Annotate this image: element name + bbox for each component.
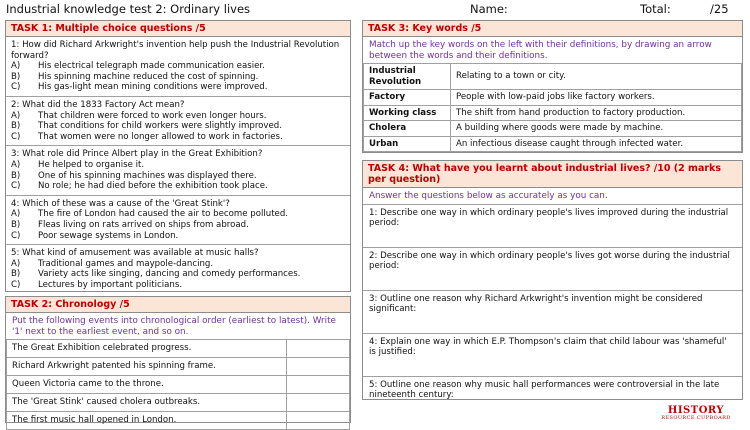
task2-panel [5,296,351,426]
written-question-text: 2: Describe one way in which ordinary people's lives got worse during the industrial period: [369,250,730,272]
mc-option-letter: B) [11,219,21,230]
task3-instruction: Match up the key words on the left with their definitions, by drawing an arrow between the words and their definitions. [369,40,712,61]
mc-option[interactable] [11,111,346,122]
mc-option-text: He helped to organise it. [38,159,145,170]
keyword-row [364,105,742,121]
logo-line1: HISTORY [667,405,725,416]
total-label: Total: [640,2,671,16]
mc-option-text: Fleas living on rats arrived on ships from abroad. [38,219,249,230]
mc-question [6,196,350,245]
mc-option-letter: A) [11,258,21,269]
written-question-text: 4: Explain one way in which E.P. Thompson's claim that child labour was 'shameful' is justified: [369,336,727,358]
keyword-term: Cholera [364,121,451,137]
mc-option-letter: C) [11,279,21,290]
mc-option-letter: A) [11,209,21,220]
task1-panel [5,20,351,292]
mc-option-letter: C) [11,131,21,142]
task4-title: TASK 4: What have you learnt about industrial lives? /10 (2 marks per question) [363,161,742,188]
written-question-text: 1: Describe one way in which ordinary people's lives improved during the industrial period: [369,207,729,229]
chronology-row [7,394,350,412]
keyword-row [364,121,742,137]
worksheet-header [0,0,750,18]
chronology-row [7,340,350,358]
mc-option[interactable] [11,121,346,132]
written-question-text: 5: Outline one reason why music hall performances were controversial in the late nineteenth century: [369,379,720,401]
mc-question [6,97,350,146]
chronology-row [7,376,350,394]
mc-option-text: Poor sewage systems in London. [38,230,179,241]
mc-option-letter: B) [11,269,21,280]
chronology-row [7,412,350,430]
mc-question [6,245,350,293]
mc-option[interactable] [11,61,346,72]
mc-option[interactable] [11,171,346,182]
mc-option-letter: A) [11,159,21,170]
mc-option-letter: A) [11,110,21,121]
keyword-row [364,136,742,152]
written-question[interactable] [363,290,742,333]
history-resource-cupboard-logo [655,405,737,421]
task4-panel [362,160,743,400]
chronology-answer-cell[interactable] [287,340,350,358]
mc-option-text: Variety acts like singing, dancing and comedy performances. [38,269,301,280]
task1-title: TASK 1: Multiple choice questions /5 [6,21,350,37]
mc-question-text: 4: Which of these was a cause of the 'Great Stink'? [11,198,230,209]
mc-option-letter: B) [11,170,21,181]
mc-option[interactable] [11,181,346,192]
mc-option[interactable] [11,280,346,291]
mc-option-text: That women were no longer allowed to work in factories. [38,131,283,142]
written-question[interactable] [363,247,742,290]
written-question[interactable] [363,333,742,376]
chronology-answer-cell[interactable] [287,412,350,430]
mc-option[interactable] [11,160,346,171]
mc-option[interactable] [11,82,346,93]
mc-question-text: 3: What role did Prince Albert play in the Great Exhibition? [11,149,263,160]
mc-option[interactable] [11,209,346,220]
mc-option[interactable] [11,220,346,231]
mc-option[interactable] [11,269,346,280]
mc-option-letter: B) [11,121,21,132]
chronology-table [6,339,350,430]
mc-option[interactable] [11,259,346,270]
mc-option-text: His electrical telegraph made communication easier. [38,61,265,72]
chronology-event: The 'Great Stink' caused cholera outbreaks. [7,394,287,412]
task4-questions [363,204,742,419]
mc-option-text: Traditional games and maypole-dancing. [38,258,214,269]
mc-question [6,37,350,97]
keyword-row [364,90,742,106]
mc-option-text: Lectures by important politicians. [38,279,183,290]
mc-question-text: 1: How did Richard Arkwright's invention help push the Industrial Revolution forward? [11,40,340,61]
mc-option-text: That children were forced to work even longer hours. [38,110,267,121]
mc-option[interactable] [11,231,346,242]
keyword-definition: An infectious disease caught through infected water. [451,136,742,152]
task1-questions [6,37,350,293]
keywords-table [363,63,742,152]
mc-option-text: His spinning machine reduced the cost of spinning. [38,71,259,82]
mc-option-letter: C) [11,230,21,241]
mc-question-text: 2: What did the 1833 Factory Act mean? [11,99,185,110]
chronology-answer-cell[interactable] [287,376,350,394]
chronology-event: Queen Victoria came to the throne. [7,376,287,394]
task4-instruction: Answer the questions below as accurately as you can. [369,191,608,201]
mc-option-text: That conditions for child workers were slightly improved. [38,121,282,132]
logo-line2: RESOURCE CUPBOARD [661,415,731,421]
chronology-answer-cell[interactable] [287,394,350,412]
mc-option[interactable] [11,132,346,143]
keyword-term: Urban [364,136,451,152]
task3-panel [362,20,743,153]
worksheet-title: Industrial knowledge test 2: Ordinary lives [6,2,251,16]
chronology-event: Richard Arkwright patented his spinning frame. [7,358,287,376]
chronology-answer-cell[interactable] [287,358,350,376]
written-question-text: 3: Outline one reason why Richard Arkwright's invention might be considered significant: [369,293,703,315]
chronology-event: The first music hall opened in London. [7,412,287,430]
mc-option-letter: A) [11,61,21,72]
keyword-row [364,64,742,90]
mc-question-text: 5: What kind of amusement was available at music halls? [11,248,259,259]
keyword-term: Industrial Revolution [364,64,451,90]
task2-instruction: Put the following events into chronological order (earliest to latest). Write '1' next to the earliest event, and so on. [12,316,336,337]
mc-option-text: No role; he had died before the exhibition took place. [38,181,268,192]
name-label: Name: [470,2,508,16]
mc-option-text: The fire of London had caused the air to become polluted. [38,209,289,220]
total-value: /25 [710,2,729,16]
keyword-definition: Relating to a town or city. [451,64,742,90]
keyword-definition: A building where goods were made by machine. [451,121,742,137]
written-question[interactable] [363,204,742,247]
keyword-definition: People with low-paid jobs like factory workers. [451,90,742,106]
chronology-row [7,358,350,376]
mc-option-text: His gas-light mean mining conditions were improved. [38,82,268,93]
mc-option-letter: B) [11,71,21,82]
chronology-event: The Great Exhibition celebrated progress. [7,340,287,358]
task3-title: TASK 3: Key words /5 [363,21,742,37]
mc-option-text: One of his spinning machines was displayed there. [38,170,257,181]
mc-option-letter: C) [11,181,21,192]
mc-option[interactable] [11,72,346,83]
mc-option-letter: C) [11,82,21,93]
keyword-term: Working class [364,105,451,121]
keyword-definition: The shift from hand production to factory production. [451,105,742,121]
task2-title: TASK 2: Chronology /5 [6,297,350,313]
mc-question [6,146,350,195]
keyword-term: Factory [364,90,451,106]
